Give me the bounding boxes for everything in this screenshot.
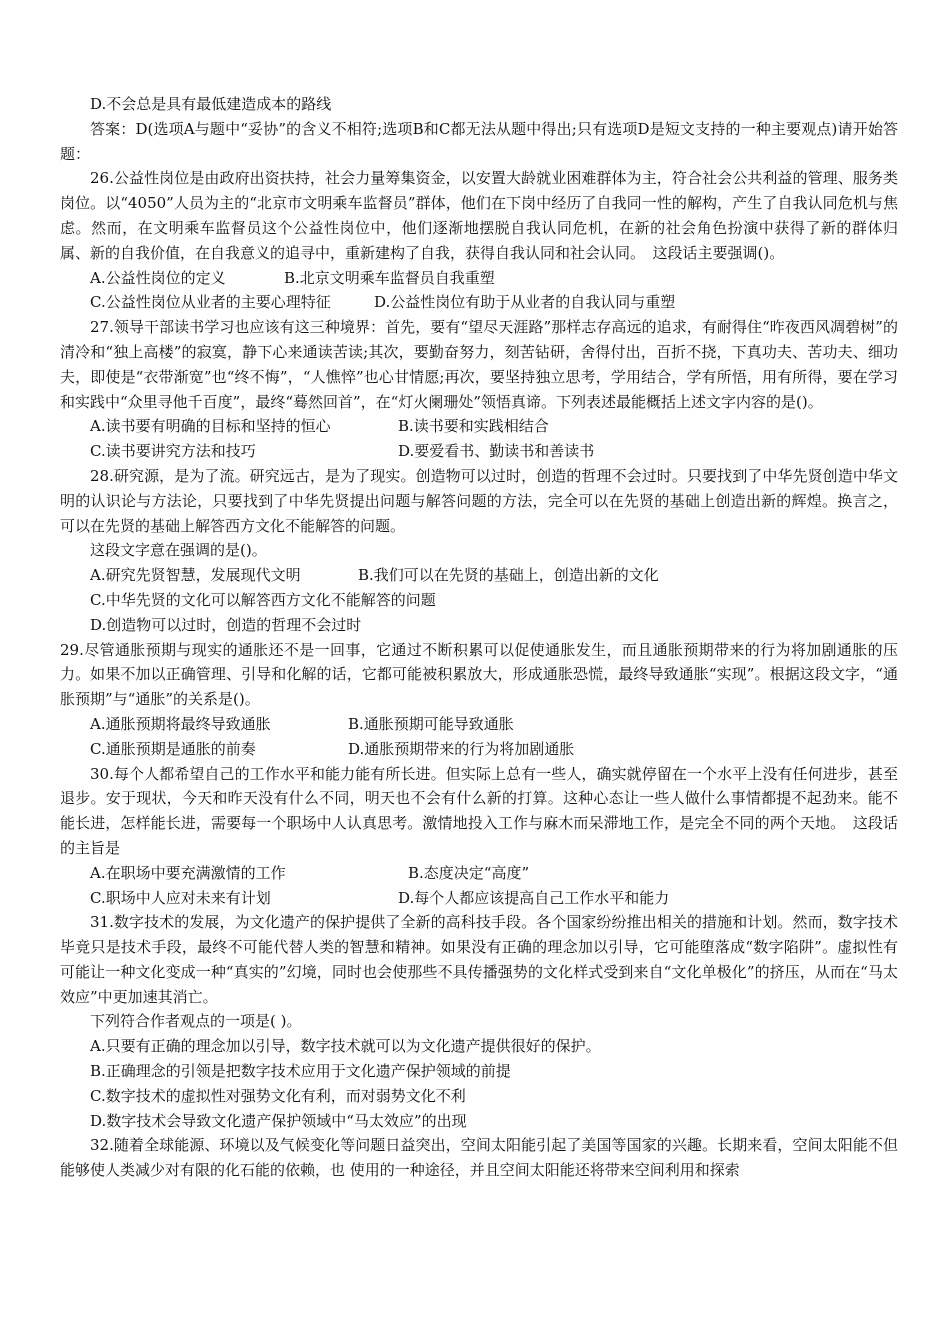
option-text: 这段文字意在强调的是()。 (90, 541, 267, 560)
option-text: D.创造物可以过时，创造的哲理不会过时 (90, 615, 362, 634)
document-page (60, 92, 898, 1183)
option-text: A.读书要有明确的目标和坚持的恒心 (90, 417, 331, 436)
option-line (60, 1009, 898, 1034)
option-text: A.在职场中要充满激情的工作 (90, 863, 286, 882)
paragraph: 答案：D(选项A与题中“妥协”的含义不相符;选项B和C都无法从题中得出;只有选项D是短文支持的一种主要观点)请开始答题： (60, 119, 898, 163)
option-line (60, 92, 898, 117)
option-line (60, 1034, 898, 1059)
paragraph: 30.每个人都希望自己的工作水平和能力能有所长进。但实际上总有一些人，确实就停留在一个水平上没有任何进步，甚至退步。安于现状，今天和昨天没有什么不同，明天也不会有什么新的打算。这种心态让一些人做什么事情都提不起劲来。能不能长进，怎样能长进，需要每一个职场中人认真思考。激情地投入工作与麻木而呆滞地工作，是完全不同的两个天地。 这段话的主旨是 (60, 764, 898, 857)
option-text: D.不会总是具有最低建造成本的路线 (90, 95, 332, 113)
option-line (60, 1084, 898, 1109)
option-line (60, 538, 898, 563)
option-text: D.公益性岗位有助于从业者的自我认同与重塑 (374, 293, 676, 312)
option-line (60, 563, 898, 588)
option-line (60, 613, 898, 638)
paragraph: 31.数字技术的发展，为文化遗产的保护提供了全新的高科技手段。各个国家纷纷推出相关的措施和计划。然而，数字技术毕竟只是技术手段，最终不可能代替人类的智慧和精神。如果没有正确的理念加以引导，它可能堕落成“数字陷阱”。虚拟性有可能让一种文化变成一种“真实的”幻境，同时也会使那些不具传播强势的文化样式受到来自“文化单极化”的挤压，从而在“马太效应”中更加速其消亡。 (60, 913, 898, 1006)
option-text: A.只要有正确的理念加以引导，数字技术就可以为文化遗产提供很好的保护。 (90, 1037, 601, 1056)
option-text: A.研究先贤智慧，发展现代文明 (90, 566, 301, 585)
option-text: D.每个人都应该提高自己工作水平和能力 (398, 888, 670, 907)
option-text: C.读书要讲究方法和技巧 (90, 442, 256, 461)
option-line (60, 414, 898, 439)
paragraph: 26.公益性岗位是由政府出资扶持，社会力量筹集资金，以安置大龄就业困难群体为主，符合社会公共利益的管理、服务类岗位。以“4050”人员为主的“北京市文明乘车监督员”群体，他们在下岗中经历了自我同一性的解构，产生了自我认同危机与焦虑。然而，在文明乘车监督员这个公益性岗位中，他们逐渐地摆脱自我认同危机，在新的社会角色扮演中获得了新的群体归属、新的自我价值，在自我意义的追寻中，重新建构了自我，获得自我认同和社会认同。 这段话主要强调()。 (60, 169, 898, 262)
option-text: A.通胀预期将最终导致通胀 (90, 714, 271, 733)
option-text: B.通胀预期可能导致通胀 (348, 714, 514, 733)
option-text: B.我们可以在先贤的基础上，创造出新的文化 (358, 566, 659, 585)
paragraph: 27.领导干部读书学习也应该有这三种境界：首先，要有“望尽天涯路”那样志存高远的追求，有耐得住“昨夜西风凋碧树”的清冷和“独上高楼”的寂寞，静下心来通读苦读;其次，要勤奋努力，刻苦钻研，舍得付出，百折不挠，下真功夫、苦功夫、细功夫，即使是“衣带渐宽”也“终不悔”，“人憔悴”也心甘情愿;再次，要坚持独立思考，学用结合，学有所悟，用有所得，要在学习和实践中“众里寻他千百度”，最终“蓦然回首”，在“灯火阑珊处”领悟真谛。下列表述最能概括上述文字内容的是()。 (60, 318, 898, 411)
option-line (60, 439, 898, 464)
option-line (60, 266, 898, 291)
option-line (60, 290, 898, 315)
paragraph: 29.尽管通胀预期与现实的通胀还不是一回事，它通过不断积累可以促使通胀发生，而且通胀预期带来的行为将加剧通胀的压力。如果不加以正确管理、引导和化解的话，它都可能被积累放大，形成通胀恐慌，最终导致通胀“实现”。根据这段文字，“通胀预期”与“通胀”的关系是()。 (60, 640, 898, 709)
option-line (60, 1109, 898, 1134)
option-text: C.数字技术的虚拟性对强势文化有利，而对弱势文化不利 (90, 1086, 466, 1105)
option-text: D.要爱看书、勤读书和善读书 (398, 442, 595, 461)
option-text: C.通胀预期是通胀的前奏 (90, 739, 256, 758)
option-text: D.数字技术会导致文化遗产保护领域中“马太效应”的出现 (90, 1111, 467, 1130)
option-text: B.读书要和实践相结合 (398, 417, 549, 436)
option-text: B.正确理念的引领是把数字技术应用于文化遗产保护领域的前提 (90, 1062, 511, 1081)
option-line (60, 1059, 898, 1084)
option-line (60, 737, 898, 762)
paragraph: 32.随着全球能源、环境以及气候变化等问题日益突出，空间太阳能引起了美国等国家的兴趣。长期来看，空间太阳能不但能够使人类减少对有限的化石能的依赖，也 使用的一种途径，并且空间太阳能还将带来空间利用和探索 (60, 1136, 898, 1180)
option-text: C.中华先贤的文化可以解答西方文化不能解答的问题 (90, 590, 436, 609)
option-line (60, 886, 898, 911)
option-text: B.态度决定“高度” (408, 863, 530, 882)
option-text: C.职场中人应对未来有计划 (90, 888, 271, 907)
option-text: C.公益性岗位从业者的主要心理特征 (90, 293, 331, 312)
option-line (60, 861, 898, 886)
option-text: A.公益性岗位的定义 (90, 268, 226, 287)
option-text: D.通胀预期带来的行为将加剧通胀 (348, 739, 575, 758)
option-line (60, 712, 898, 737)
option-text: 下列符合作者观点的一项是( )。 (90, 1012, 302, 1031)
option-line (60, 588, 898, 613)
paragraph: 28.研究源，是为了流。研究远古，是为了现实。创造物可以过时，创造的哲理不会过时。只要找到了中华先贤创造中华文明的认识论与方法论，只要找到了中华先贤提出问题与解答问题的方法，完全可以在先贤的基础上创造出新的辉煌。换言之，可以在先贤的基础上解答西方文化不能解答的问题。 (60, 466, 898, 535)
option-text: B.北京文明乘车监督员自我重塑 (284, 268, 495, 287)
